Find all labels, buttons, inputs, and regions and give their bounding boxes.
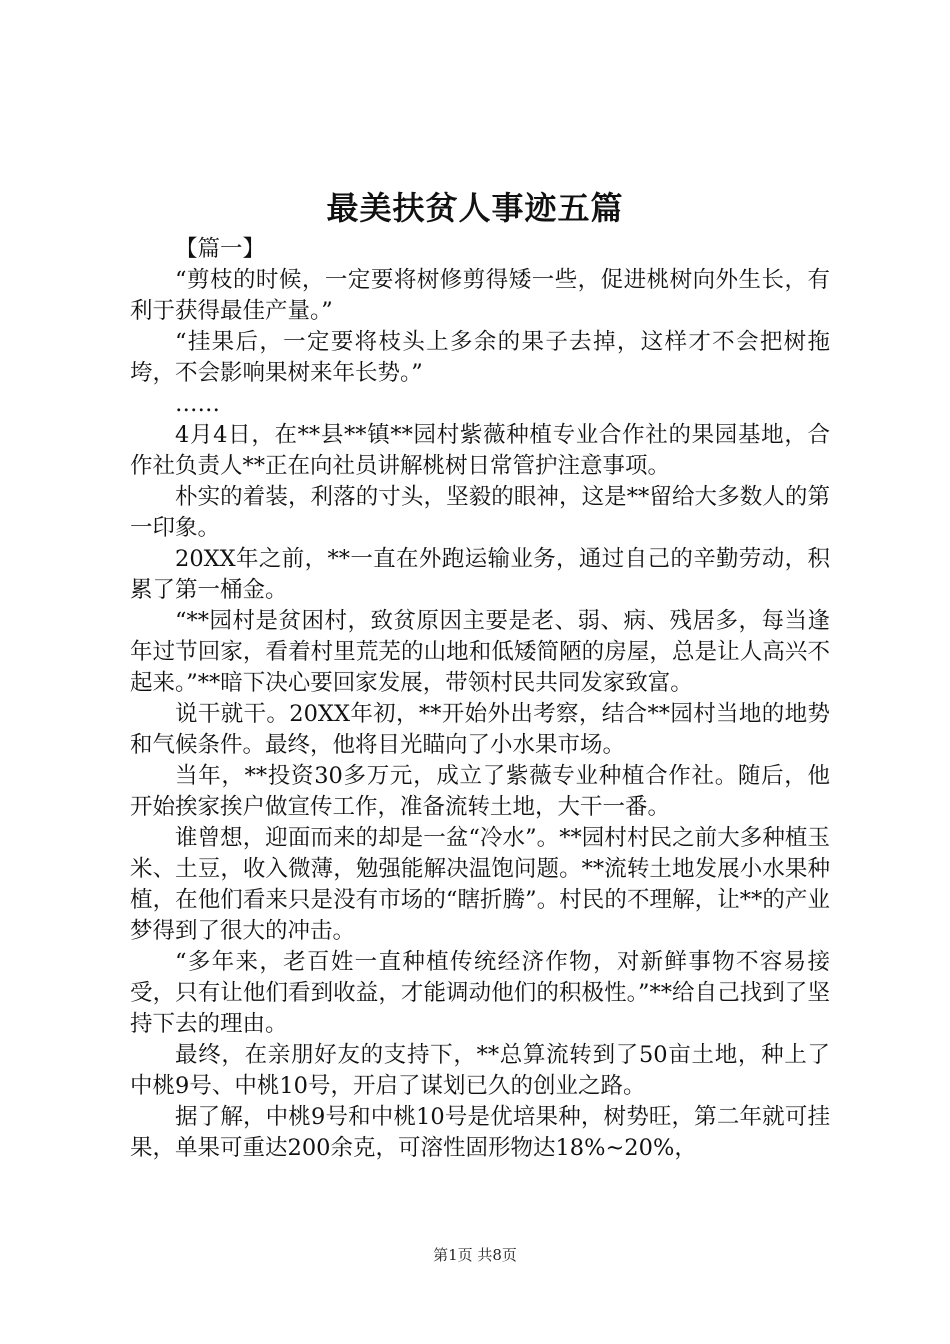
paragraph: 谁曾想，迎面而来的却是一盆“冷水”。**园村村民之前大多种植玉米、土豆，收入微薄，勉强能解决温饱问题。**流转土地发展小水果种植，在他们看来只是没有市场的“瞎折腾”。村民的不理解，让**的产业梦得到了很大的冲击。: [130, 825, 830, 944]
paragraph: 20XX年之前，**一直在外跑运输业务，通过自己的辛勤劳动，积累了第一桶金。: [130, 546, 830, 603]
paragraph: “剪枝的时候，一定要将树修剪得矮一些，促进桃树向外生长，有利于获得最佳产量。”: [130, 267, 830, 324]
paragraph: 最终，在亲朋好友的支持下，**总算流转到了50亩土地，种上了中桃9号、中桃10号，开启了谋划已久的创业之路。: [130, 1042, 830, 1099]
section-heading: 【篇一】: [175, 236, 266, 262]
paragraph: 说干就干。20XX年初，**开始外出考察，结合**园村当地的地势和气候条件。最终，他将目光瞄向了小水果市场。: [130, 701, 830, 758]
document-title: 最美扶贫人事迹五篇: [326, 189, 624, 227]
paragraph: “挂果后，一定要将枝头上多余的果子去掉，这样才不会把树拖垮，不会影响果树来年长势。”: [130, 329, 830, 386]
paragraph: 据了解，中桃9号和中桃10号是优培果种，树势旺，第二年就可挂果，单果可重达200余克，可溶性固形物达18%~20%，: [130, 1104, 830, 1161]
paragraph: 朴实的着装，利落的寸头，坚毅的眼神，这是**留给大多数人的第一印象。: [130, 484, 830, 541]
paragraph: “多年来，老百姓一直种植传统经济作物，对新鲜事物不容易接受，只有让他们看到收益，才能调动他们的积极性。”**给自己找到了坚持下去的理由。: [130, 949, 830, 1037]
paragraph: “**园村是贫困村，致贫原因主要是老、弱、病、残居多，每当逢年过节回家，看着村里荒芜的山地和低矮简陋的房屋，总是让人高兴不起来。”**暗下决心要回家发展，带领村民共同发家致富。: [130, 608, 830, 696]
page-footer: 第1页 共8页: [433, 1246, 517, 1264]
document-body: [130, 234, 830, 1164]
ellipsis-line: ……: [175, 391, 220, 417]
paragraph: 当年，**投资30多万元，成立了紫薇专业种植合作社。随后，他开始挨家挨户做宣传工作，准备流转土地，大干一番。: [130, 763, 830, 820]
paragraph: 4月4日，在**县**镇**园村紫薇种植专业合作社的果园基地，合作社负责人**正在向社员讲解桃树日常管护注意事项。: [130, 422, 830, 479]
